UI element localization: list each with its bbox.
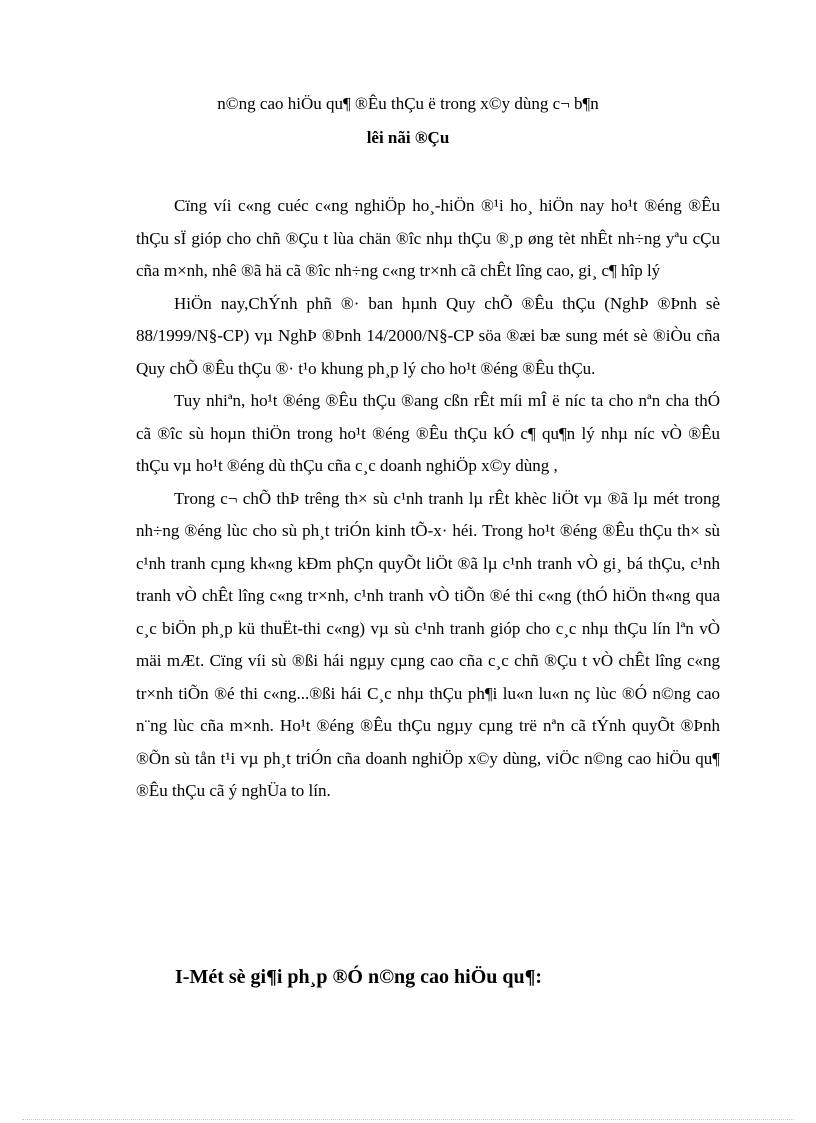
section-heading: I-Mét sè gi¶i ph¸p ®Ó n©ng cao hiÖu qu¶:: [175, 966, 543, 988]
page-bottom-divider: [22, 1119, 794, 1120]
paragraph: Cïng víi c«ng cuéc c«ng nghiÖp ho¸-hiÖn ®¹i ho¸ hiÖn nay ho¹t ®éng ®Êu thÇu sÏ gióp cho chñ ®Çu t lùa chän ®îc nhµ thÇu ®¸p øng tèt nhÊt nh÷ng yªu cÇu cña m×nh, nhê ®ã hä cã ®îc nh÷ng c«ng tr×nh cã chÊt lîng cao, gi¸ c¶ hîp lý: [136, 196, 720, 280]
document-subtitle: lêi nãi ®Çu: [366, 128, 450, 147]
paragraph: HiÖn nay,ChÝnh phñ ®· ban hµnh Quy chÕ ®Êu thÇu (NghÞ ®Þnh sè 88/1999/N§-CP) vµ NghÞ ®Þnh 14/2000/N§-CP söa ®æi bæ sung mét sè ®iÒu cña Quy chÕ ®Êu thÇu ®· t¹o khung ph¸p lý cho ho¹t ®éng ®Êu thÇu.: [136, 293, 720, 378]
paragraph: Tuy nhiªn, ho¹t ®éng ®Êu thÇu ®ang cßn rÊt míi mÎ ë níc ta cho nªn cha thÓ cã ®îc sù hoµn thiÖn trong ho¹t ®éng ®Êu thÇu kÓ c¶ qu¶n lý nhµ níc vÒ ®Êu thÇu vµ ho¹t ®éng dù thÇu cña c¸c doanh nghiÖp x©y dùng ,: [136, 391, 720, 475]
paragraph: Trong c¬ chÕ thÞ trêng th× sù c¹nh tranh lµ rÊt khèc liÖt vµ ®ã lµ mét trong nh÷ng ®éng lùc cho sù ph¸t triÓn kinh tÕ-x· héi. Trong ho¹t ®éng ®Êu thÇu th× sù c¹nh tranh cµng kh«ng kÐm phÇn quyÕt liÖt ®ã lµ c¹nh tranh vÒ gi¸ bá thÇu, c¹nh tranh vÒ chÊt lîng c«ng tr×nh, c¹nh tranh vÒ tiÕn ®é thi c«ng (thÓ hiÖn th«ng qua c¸c biÖn ph¸p kü thuËt-thi c«ng) vµ sù c¹nh tranh gióp cho c¸c nhµ thÇu lín lªn vÒ mäi mÆt. Cïng víi sù ®ßi hái ngµy cµng cao cña c¸c chñ ®Çu t vÒ chÊt lîng c«ng tr×nh tiÕn ®é thi c«ng...®ßi hái C¸c nhµ thÇu ph¶i lu«n lu«n nç lùc ®Ó n©ng cao n¨ng lùc cña m×nh. Ho¹t ®éng ®Êu thÇu ngµy cµng trë nªn cã tÝnh quyÕt ®Þnh ®Õn sù tån t¹i vµ ph¸t triÓn cña doanh nghiÖp x©y dùng, viÖc n©ng cao hiÖu qu¶ ®Êu thÇu cã ý nghÜa to lín.: [136, 488, 720, 800]
document-body: [136, 190, 720, 808]
document-title: n©ng cao hiÖu qu¶ ®Êu thÇu ë trong x©y dùng c¬ b¶n: [217, 94, 599, 113]
